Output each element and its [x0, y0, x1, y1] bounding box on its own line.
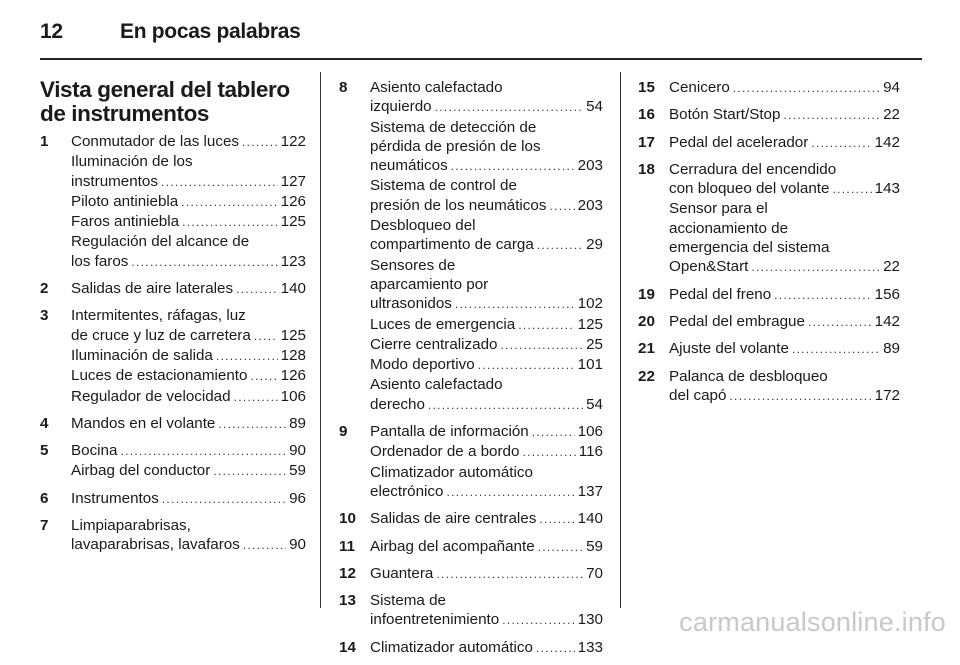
entry-text: Climatizador automático: [370, 463, 533, 481]
dot-leader: [243, 536, 286, 555]
entry-line: [370, 422, 603, 442]
page-reference: 122: [280, 133, 306, 150]
page-reference: 70: [586, 564, 603, 582]
page-reference: 140: [280, 280, 306, 298]
dot-leader: [182, 213, 278, 232]
entry-line: [370, 442, 603, 462]
entry-line: [370, 537, 603, 557]
page-reference: 133: [577, 638, 603, 656]
page-reference: 96: [289, 489, 306, 507]
entry-text: Climatizador automático: [370, 638, 533, 656]
entry-text: presión de los neumáticos: [370, 196, 547, 214]
dot-leader: [774, 286, 871, 305]
entry-number: 6: [40, 489, 49, 507]
page-reference: 125: [577, 315, 603, 333]
page-reference: 102: [577, 295, 603, 313]
entry-text: Mandos en el volante: [71, 414, 216, 432]
page-reference: 137: [577, 482, 603, 500]
dot-leader: [131, 253, 277, 272]
page-reference: 126: [280, 192, 306, 210]
index-entry: [40, 516, 306, 556]
entry-text: del capó: [669, 386, 727, 404]
entry-line: [370, 176, 603, 195]
entry-text: Conmutador de las luces: [71, 133, 239, 150]
index-entry: [638, 105, 900, 125]
entry-line: [370, 482, 603, 502]
entry-line: [71, 306, 306, 325]
entry-text: Regulador de velocidad: [71, 387, 231, 405]
entry-text: Iluminación de los: [71, 153, 193, 171]
watermark: carmanualsonline.info: [679, 607, 946, 637]
dot-leader: [250, 367, 277, 386]
entry-line: [370, 97, 603, 117]
entry-line: [370, 235, 603, 255]
index-entry: [40, 414, 306, 434]
entry-number: 17: [638, 133, 655, 151]
entry-text: izquierdo: [370, 98, 432, 116]
entry-number: 20: [638, 312, 655, 330]
entry-text: Desbloqueo del: [370, 217, 476, 235]
dot-leader: [216, 347, 278, 366]
dot-leader: [751, 258, 880, 277]
entry-number: 5: [40, 442, 49, 460]
entry-line: [370, 137, 603, 156]
entry-line: [71, 535, 306, 555]
entry-line: [669, 285, 900, 305]
chapter-title: En pocas palabras: [120, 20, 301, 43]
dot-leader: [451, 157, 575, 176]
page-reference: 90: [289, 442, 306, 460]
dot-leader: [446, 483, 574, 502]
page-reference: 90: [289, 536, 306, 554]
section-title: Vista general del tablero de instrumentos: [40, 77, 290, 126]
entry-text: pérdida de presión de los: [370, 137, 541, 155]
page-reference: 203: [577, 196, 603, 214]
entry-text: Cenicero: [669, 79, 730, 96]
dot-leader: [455, 295, 575, 314]
dot-leader: [832, 180, 871, 199]
page-reference: 125: [280, 326, 306, 344]
entry-number: 21: [638, 340, 655, 358]
page-reference: 125: [280, 213, 306, 231]
page-reference: 156: [874, 285, 900, 303]
entry-text: Asiento calefactado: [370, 79, 503, 96]
dot-leader: [242, 133, 278, 152]
entry-text: lavaparabrisas, lavafaros: [71, 536, 240, 554]
dot-leader: [120, 442, 286, 461]
page-reference: 94: [883, 79, 900, 96]
dot-leader: [783, 106, 880, 125]
column-divider: [320, 72, 321, 608]
entry-line: [669, 339, 900, 359]
entry-text: Pedal del embrague: [669, 312, 805, 330]
column-2: [339, 78, 603, 665]
page-reference: 54: [586, 98, 603, 116]
entry-line: [71, 516, 306, 535]
entry-line: [370, 610, 603, 630]
dot-leader: [537, 236, 583, 255]
entry-text: Cierre centralizado: [370, 335, 498, 353]
dot-leader: [236, 280, 278, 299]
index-entry: [339, 591, 603, 631]
index-entry: [638, 160, 900, 278]
entry-line: [71, 489, 306, 509]
dot-leader: [500, 336, 583, 355]
entry-number: 12: [339, 564, 356, 582]
page-reference: 59: [586, 537, 603, 555]
entry-line: [71, 192, 306, 212]
entry-line: [370, 216, 603, 235]
entry-line: [370, 638, 603, 658]
entry-number: 3: [40, 307, 49, 325]
entry-line: [71, 232, 306, 251]
entry-text: Sensor para el: [669, 200, 768, 218]
page-reference: 29: [586, 236, 603, 254]
entry-number: 1: [40, 133, 49, 150]
entry-line: [669, 219, 900, 238]
index-entry: [638, 133, 900, 153]
header-rule: [40, 58, 922, 60]
page-reference: 22: [883, 258, 900, 276]
page-reference: 127: [280, 172, 306, 190]
entry-text: compartimento de carga: [370, 236, 534, 254]
entry-text: accionamiento de: [669, 219, 789, 237]
entry-number: 22: [638, 367, 655, 385]
dot-leader: [538, 538, 583, 557]
dot-leader: [435, 98, 583, 117]
index-entry: [638, 367, 900, 407]
entry-line: [370, 294, 603, 314]
dot-leader: [162, 490, 286, 509]
entry-line: [370, 395, 603, 415]
entry-line: [370, 375, 603, 394]
entry-text: Open&Start: [669, 258, 749, 276]
page-reference: 89: [883, 340, 900, 358]
entry-line: [669, 133, 900, 153]
index-entry: [638, 285, 900, 305]
entry-line: [370, 335, 603, 355]
entry-text: Ordenador de a bordo: [370, 443, 520, 461]
entry-line: [71, 212, 306, 232]
entry-line: [370, 256, 603, 275]
dot-leader: [502, 611, 574, 630]
index-entry: [638, 78, 900, 98]
column-divider: [620, 72, 621, 608]
entry-line: [669, 257, 900, 277]
page-reference: 130: [577, 611, 603, 629]
dot-leader: [181, 193, 277, 212]
entry-text: Luces de estacionamiento: [71, 367, 248, 385]
entry-text: Salidas de aire laterales: [71, 280, 234, 298]
page-number: 12: [40, 20, 63, 43]
entry-number: 19: [638, 285, 655, 303]
entry-text: Pedal del freno: [669, 285, 772, 303]
dot-leader: [478, 356, 575, 375]
index-entry: [339, 564, 603, 584]
entry-line: [669, 238, 900, 257]
dot-leader: [213, 462, 286, 481]
entry-text: emergencia del sistema: [669, 239, 830, 257]
dot-leader: [792, 340, 880, 359]
page-reference: 89: [289, 414, 306, 432]
page-reference: 116: [578, 443, 603, 461]
dot-leader: [539, 510, 574, 529]
dot-leader: [532, 423, 575, 442]
entry-number: 10: [339, 510, 356, 528]
index-entry: [40, 489, 306, 509]
entry-text: Airbag del acompañante: [370, 537, 535, 555]
entry-line: [71, 132, 306, 152]
page-reference: 126: [280, 367, 306, 385]
dot-leader: [234, 388, 278, 407]
index-entry: [40, 132, 306, 272]
index-entry: [638, 339, 900, 359]
entry-line: [370, 156, 603, 176]
column-1: [40, 78, 306, 563]
page-reference: 22: [883, 106, 900, 124]
page-reference: 142: [874, 312, 900, 330]
entry-line: [669, 179, 900, 199]
entry-line: [71, 461, 306, 481]
index-entry: [339, 78, 603, 415]
page-reference: 140: [577, 510, 603, 528]
entry-number: 2: [40, 280, 49, 298]
entry-text: Limpiaparabrisas,: [71, 517, 191, 535]
dot-leader: [428, 396, 583, 415]
entry-line: [370, 315, 603, 335]
entry-line: [71, 152, 306, 171]
entry-number: 16: [638, 106, 655, 124]
page-reference: 106: [280, 387, 306, 405]
dot-leader: [733, 79, 880, 98]
entry-text: Luces de emergencia: [370, 315, 516, 333]
entry-number: 14: [339, 638, 356, 656]
entry-line: [370, 355, 603, 375]
index-entry: [339, 537, 603, 557]
entry-text: Pedal del acelerador: [669, 133, 809, 151]
entry-line: [71, 346, 306, 366]
page-reference: 143: [874, 180, 900, 198]
entry-text: Botón Start/Stop: [669, 106, 781, 124]
page-header: [40, 14, 920, 54]
entry-line: [370, 196, 603, 216]
page-reference: 106: [577, 423, 603, 441]
entry-line: [71, 387, 306, 407]
entry-text: Cerradura del encendido: [669, 160, 837, 178]
entry-text: Salidas de aire centrales: [370, 510, 537, 528]
entry-text: Modo deportivo: [370, 356, 475, 374]
entry-text: ultrasonidos: [370, 295, 452, 313]
page-reference: 25: [586, 335, 603, 353]
entry-line: [370, 463, 603, 482]
entry-line: [370, 564, 603, 584]
index-entry: [40, 279, 306, 299]
entry-line: [71, 441, 306, 461]
entry-text: Piloto antiniebla: [71, 192, 179, 210]
index-entry: [638, 312, 900, 332]
entry-number: 9: [339, 423, 348, 441]
entry-number: 8: [339, 79, 348, 96]
entry-text: Sistema de: [370, 592, 446, 610]
entry-line: [669, 160, 900, 179]
index-entry: [339, 638, 603, 658]
entry-text: Airbag del conductor: [71, 462, 211, 480]
entry-number: 7: [40, 517, 49, 535]
page-reference: 142: [874, 133, 900, 151]
entry-line: [370, 78, 603, 97]
entry-number: 18: [638, 160, 655, 178]
entry-text: derecho: [370, 395, 425, 413]
page-reference: 59: [289, 462, 306, 480]
entry-text: Asiento calefactado: [370, 376, 503, 394]
page-reference: 172: [874, 386, 900, 404]
entry-text: Bocina: [71, 442, 118, 460]
dot-leader: [729, 387, 871, 406]
entry-line: [370, 591, 603, 610]
page-reference: 203: [577, 157, 603, 175]
entry-text: electrónico: [370, 482, 444, 500]
entry-text: Instrumentos: [71, 489, 159, 507]
entry-line: [370, 118, 603, 137]
entry-line: [669, 386, 900, 406]
dot-leader: [161, 173, 278, 192]
entry-text: Guantera: [370, 564, 434, 582]
entry-line: [370, 275, 603, 294]
entry-text: de cruce y luz de carretera: [71, 326, 251, 344]
dot-leader: [808, 313, 872, 332]
column-3: [638, 78, 900, 413]
entry-number: 4: [40, 414, 49, 432]
entry-text: Intermitentes, ráfagas, luz: [71, 307, 246, 325]
entry-line: [669, 367, 900, 386]
entry-line: [71, 326, 306, 346]
entry-line: [669, 199, 900, 218]
dot-leader: [811, 134, 871, 153]
entry-text: Faros antiniebla: [71, 213, 180, 231]
entry-line: [669, 105, 900, 125]
entry-line: [71, 366, 306, 386]
entry-line: [71, 252, 306, 272]
dot-leader: [218, 415, 286, 434]
entry-line: [71, 172, 306, 192]
entry-number: 11: [339, 537, 356, 555]
index-entry: [40, 306, 306, 406]
entry-text: Iluminación de salida: [71, 346, 213, 364]
entry-text: los faros: [71, 252, 129, 270]
entry-number: 13: [339, 592, 356, 610]
page-reference: 54: [586, 395, 603, 413]
entry-line: [669, 312, 900, 332]
entry-text: neumáticos: [370, 157, 448, 175]
entry-text: Sistema de detección de: [370, 118, 537, 136]
entry-line: [669, 78, 900, 98]
dot-leader: [518, 316, 574, 335]
index-entry: [339, 422, 603, 502]
entry-text: Sistema de control de: [370, 177, 517, 195]
entry-text: Pantalla de información: [370, 423, 529, 441]
entry-text: infoentretenimiento: [370, 611, 500, 629]
entry-text: Ajuste del volante: [669, 340, 789, 358]
page-reference: 128: [280, 346, 306, 364]
dot-leader: [522, 443, 575, 462]
entry-text: instrumentos: [71, 172, 158, 190]
entry-line: [71, 279, 306, 299]
dot-leader: [436, 565, 583, 584]
page-reference: 123: [280, 252, 306, 270]
entry-line: [71, 414, 306, 434]
entry-text: aparcamiento por: [370, 275, 489, 293]
entry-text: Sensores de: [370, 256, 456, 274]
dot-leader: [549, 197, 574, 216]
page-reference: 101: [577, 356, 603, 374]
entry-number: 15: [638, 79, 655, 96]
entry-text: Regulación del alcance de: [71, 233, 250, 251]
dot-leader: [254, 327, 278, 346]
entry-line: [370, 509, 603, 529]
entry-text: con bloqueo del volante: [669, 180, 830, 198]
index-entry: [339, 509, 603, 529]
entry-text: Palanca de desbloqueo: [669, 367, 828, 385]
index-entry: [40, 441, 306, 482]
